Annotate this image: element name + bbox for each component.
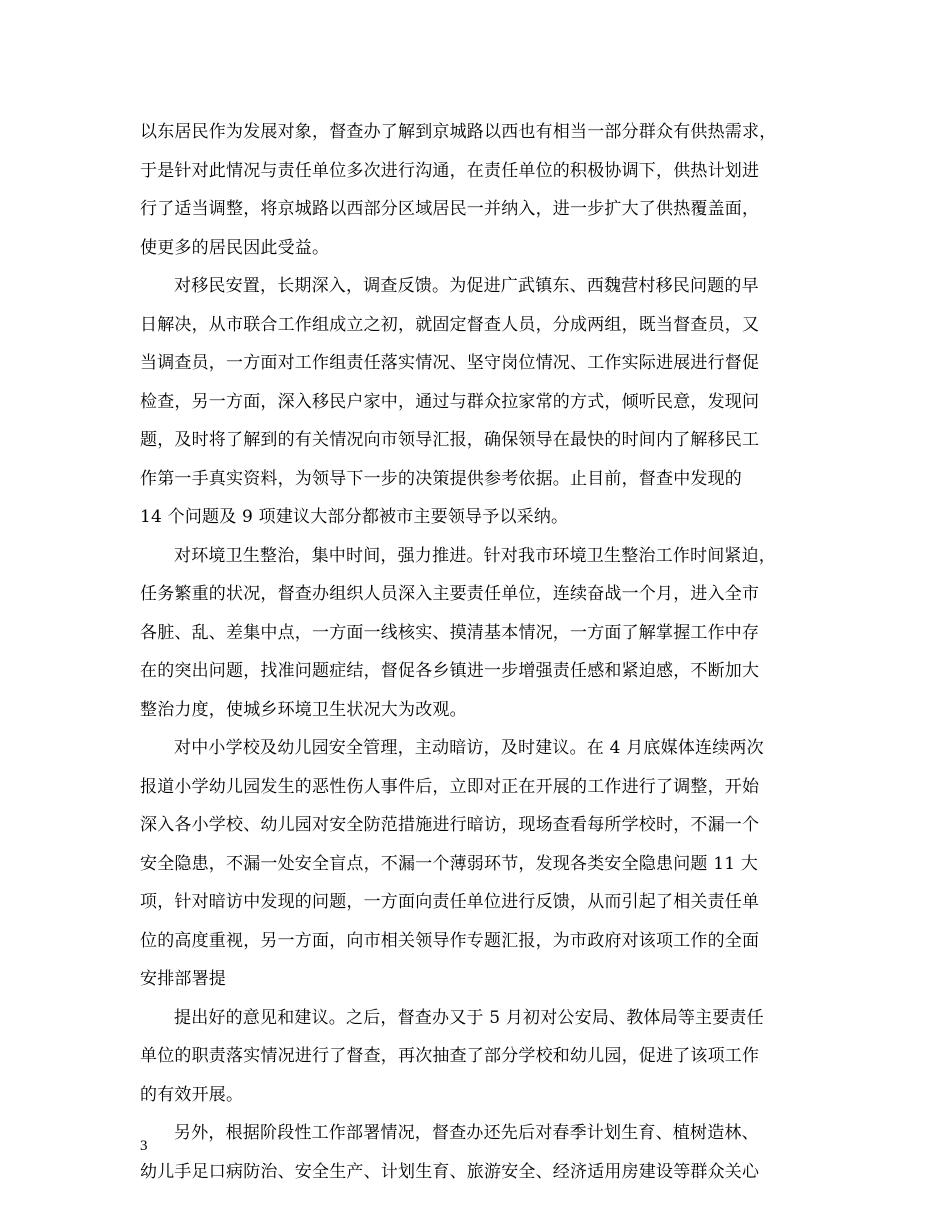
text-line: 提出好的意见和建议。之后，督查办又于 5 月初对公安局、教体局等主要责任 xyxy=(174,1007,764,1028)
text-line: 安排部署提 xyxy=(140,969,226,989)
text-line: 于是针对此情况与责任单位多次进行沟通，在责任单位的积极协调下，供热计划进 xyxy=(140,160,760,181)
document-body xyxy=(140,113,812,1191)
text-line: 以东居民作为发展对象，督查办了解到京城路以西也有相当一部分群众有供热需求， xyxy=(140,122,777,142)
text-line: 幼儿手足口病防治、安全生产、计划生育、旅游安全、经济适用房建设等群众关心 xyxy=(140,1161,760,1182)
text-line: 项，针对暗访中发现的问题，一方面向责任单位进行反馈，从而引起了相关责任单 xyxy=(140,892,760,912)
text-line: 各脏、乱、差集中点，一方面一线核实、摸清基本情况，一方面了解掌握工作中存 xyxy=(140,622,760,643)
paragraph xyxy=(140,729,812,999)
text-line: 单位的职责落实情况进行了督查，再次抽查了部分学校和幼儿园，促进了该项工作 xyxy=(140,1046,760,1066)
text-line: 日解决，从市联合工作组成立之初，就固定督查人员，分成两组，既当督查员，又 xyxy=(140,314,760,335)
text-line: 14 个问题及 9 项建议大部分都被市主要领导予以采纳。 xyxy=(140,507,569,527)
paragraph xyxy=(140,999,812,1115)
text-line: 报道小学幼儿园发生的恶性伤人事件后，立即对正在开展的工作进行了调整，开始 xyxy=(140,776,760,797)
text-line: 深入各小学校、幼儿园对安全防范措施进行暗访，现场查看每所学校时，不漏一个 xyxy=(140,815,760,835)
text-line: 检查，另一方面，深入移民户家中，通过与群众拉家常的方式，倾听民意，发现问 xyxy=(140,391,760,412)
text-line: 的有效开展。 xyxy=(140,1084,244,1105)
page-number: 3 xyxy=(140,1138,148,1154)
text-line: 位的高度重视，另一方面，向市相关领导作专题汇报，为市政府对该项工作的全面 xyxy=(140,930,760,951)
text-line: 安全隐患，不漏一处安全盲点，不漏一个薄弱环节，发现各类安全隐患问题 11 大 xyxy=(140,853,759,874)
text-line: 对移民安置，长期深入，调查反馈。为促进广武镇东、西魏营村移民问题的早 xyxy=(174,276,759,296)
paragraph xyxy=(140,1114,812,1191)
text-line: 行了适当调整，将京城路以西部分区域居民一并纳入，进一步扩大了供热覆盖面， xyxy=(140,199,760,219)
text-line: 使更多的居民因此受益。 xyxy=(140,237,330,258)
text-line: 作第一手真实资料，为领导下一步的决策提供参考依据。止目前，督查中发现的 xyxy=(140,468,742,489)
paragraph xyxy=(140,113,812,267)
text-line: 在的突出问题，找准问题症结，督促各乡镇进一步增强责任感和紧迫感，不断加大 xyxy=(140,661,760,681)
text-line: 当调查员，一方面对工作组责任落实情况、坚守岗位情况、工作实际进展进行督促 xyxy=(140,353,760,373)
paragraph xyxy=(140,267,812,537)
text-line: 另外，根据阶段性工作部署情况，督查办还先后对春季计划生育、植树造林、 xyxy=(174,1123,759,1143)
text-line: 任务繁重的状况，督查办组织人员深入主要责任单位，连续奋战一个月，进入全市 xyxy=(140,584,760,604)
paragraph xyxy=(140,537,812,730)
text-line: 对环境卫生整治，集中时间，强力推进。针对我市环境卫生整治工作时间紧迫， xyxy=(174,545,776,566)
text-line: 题，及时将了解到的有关情况向市领导汇报，确保领导在最快的时间内了解移民工 xyxy=(140,430,760,450)
text-line: 对中小学校及幼儿园安全管理，主动暗访，及时建议。在 4 月底媒体连续两次 xyxy=(174,738,764,758)
text-line: 整治力度，使城乡环境卫生状况大为改观。 xyxy=(140,699,467,720)
